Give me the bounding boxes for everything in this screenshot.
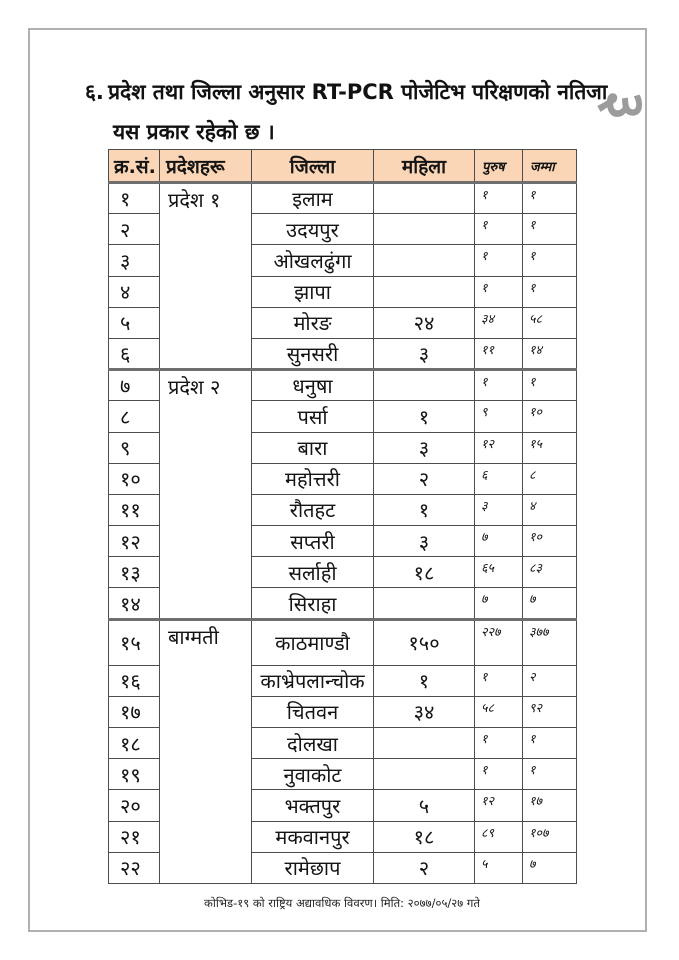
district-cell: मकवानपुर bbox=[252, 821, 374, 852]
district-cell: काठमाण्डौ bbox=[252, 619, 374, 665]
serial-number-cell: ७ bbox=[109, 370, 160, 401]
serial-number-cell: ३ bbox=[109, 245, 160, 276]
male-count-cell: ८९ bbox=[475, 821, 523, 852]
province-cell: प्रदेश १ bbox=[160, 183, 252, 370]
female-count-cell bbox=[374, 588, 475, 619]
total-count-cell: ७ bbox=[523, 588, 577, 619]
serial-number-cell: ४ bbox=[109, 276, 160, 307]
footer-note: कोभिड-१९ को राष्ट्रिय अद्यावधिक विवरण। मिति: २०७७/०५/२७ गते bbox=[204, 896, 480, 910]
heading-text: प्रदेश तथा जिल्ला अनुसार RT-PCR पोजेटिभ परिक्षणको नतिजा यस प्रकार रहेको छ । bbox=[108, 80, 608, 144]
total-count-cell: ७ bbox=[523, 852, 577, 883]
serial-number-cell: २१ bbox=[109, 821, 160, 852]
total-count-cell: ८ bbox=[523, 463, 577, 494]
serial-number-cell: १९ bbox=[109, 759, 160, 790]
district-cell: रामेछाप bbox=[252, 852, 374, 883]
female-count-cell bbox=[374, 276, 475, 307]
total-count-cell: ९२ bbox=[523, 696, 577, 727]
district-cell: रौतहट bbox=[252, 494, 374, 525]
total-count-cell: १० bbox=[523, 401, 577, 432]
total-count-cell: १ bbox=[523, 728, 577, 759]
serial-number-cell: २२ bbox=[109, 852, 160, 883]
total-count-cell: १४ bbox=[523, 338, 577, 369]
serial-number-cell: २ bbox=[109, 214, 160, 245]
total-count-cell: १ bbox=[523, 759, 577, 790]
male-count-cell: ६ bbox=[475, 463, 523, 494]
female-count-cell bbox=[374, 245, 475, 276]
province-cell: बाग्मती bbox=[160, 619, 252, 883]
total-count-cell: १० bbox=[523, 526, 577, 557]
district-cell: मोरङ bbox=[252, 307, 374, 338]
female-count-cell: २ bbox=[374, 463, 475, 494]
male-count-cell: ७ bbox=[475, 526, 523, 557]
column-header-province: प्रदेशहरू bbox=[160, 150, 252, 183]
district-cell: धनुषा bbox=[252, 370, 374, 401]
female-count-cell bbox=[374, 183, 475, 214]
female-count-cell: १५० bbox=[374, 619, 475, 665]
district-cell: दोलखा bbox=[252, 728, 374, 759]
serial-number-cell: १३ bbox=[109, 557, 160, 588]
column-header-female: महिला bbox=[374, 150, 475, 183]
male-count-cell: १ bbox=[475, 214, 523, 245]
male-count-cell: १२ bbox=[475, 790, 523, 821]
total-count-cell: १ bbox=[523, 370, 577, 401]
page-number: ३ bbox=[591, 90, 659, 121]
female-count-cell: १८ bbox=[374, 557, 475, 588]
female-count-cell: १८ bbox=[374, 821, 475, 852]
serial-number-cell: १६ bbox=[109, 665, 160, 696]
total-count-cell: १ bbox=[523, 183, 577, 214]
total-count-cell: १०७ bbox=[523, 821, 577, 852]
serial-number-cell: १२ bbox=[109, 526, 160, 557]
table-row bbox=[109, 619, 577, 665]
district-cell: सिराहा bbox=[252, 588, 374, 619]
district-cell: ओखलढुंगा bbox=[252, 245, 374, 276]
district-cell: महोत्तरी bbox=[252, 463, 374, 494]
column-header-sn: क्र.सं. bbox=[109, 150, 160, 183]
male-count-cell: १ bbox=[475, 183, 523, 214]
serial-number-cell: १ bbox=[109, 183, 160, 214]
female-count-cell: ३ bbox=[374, 338, 475, 369]
rtpcr-results-table bbox=[108, 149, 577, 884]
district-cell: झापा bbox=[252, 276, 374, 307]
female-count-cell bbox=[374, 214, 475, 245]
district-cell: पर्सा bbox=[252, 401, 374, 432]
district-cell: उदयपुर bbox=[252, 214, 374, 245]
male-count-cell: ६५ bbox=[475, 557, 523, 588]
male-count-cell: १ bbox=[475, 665, 523, 696]
serial-number-cell: १८ bbox=[109, 728, 160, 759]
district-cell: इलाम bbox=[252, 183, 374, 214]
male-count-cell: ५८ bbox=[475, 696, 523, 727]
total-count-cell: ३७७ bbox=[523, 619, 577, 665]
column-header-district: जिल्ला bbox=[252, 150, 374, 183]
document-page bbox=[28, 28, 659, 932]
female-count-cell: २ bbox=[374, 852, 475, 883]
male-count-cell: ३४ bbox=[475, 307, 523, 338]
male-count-cell: ९ bbox=[475, 401, 523, 432]
serial-number-cell: ५ bbox=[109, 307, 160, 338]
male-count-cell: १ bbox=[475, 759, 523, 790]
district-cell: काभ्रेपलान्चोक bbox=[252, 665, 374, 696]
column-header-male: पुरुष bbox=[475, 150, 523, 183]
male-count-cell: १ bbox=[475, 276, 523, 307]
serial-number-cell: ९ bbox=[109, 432, 160, 463]
district-cell: सर्लाही bbox=[252, 557, 374, 588]
male-count-cell: १ bbox=[475, 245, 523, 276]
total-count-cell: १ bbox=[523, 276, 577, 307]
female-count-cell: १ bbox=[374, 665, 475, 696]
female-count-cell bbox=[374, 728, 475, 759]
serial-number-cell: २० bbox=[109, 790, 160, 821]
total-count-cell: ८३ bbox=[523, 557, 577, 588]
heading-number: ६. bbox=[85, 80, 104, 104]
column-header-total: जम्मा bbox=[523, 150, 577, 183]
district-cell: बारा bbox=[252, 432, 374, 463]
female-count-cell: ५ bbox=[374, 790, 475, 821]
male-count-cell: ११ bbox=[475, 338, 523, 369]
total-count-cell: ४ bbox=[523, 494, 577, 525]
male-count-cell: ७ bbox=[475, 588, 523, 619]
table-header-row bbox=[109, 150, 577, 183]
female-count-cell bbox=[374, 759, 475, 790]
serial-number-cell: १५ bbox=[109, 619, 160, 665]
female-count-cell: १ bbox=[374, 494, 475, 525]
table-row bbox=[109, 183, 577, 214]
serial-number-cell: ६ bbox=[109, 338, 160, 369]
serial-number-cell: ११ bbox=[109, 494, 160, 525]
female-count-cell: २४ bbox=[374, 307, 475, 338]
female-count-cell: ३ bbox=[374, 526, 475, 557]
female-count-cell: ३४ bbox=[374, 696, 475, 727]
male-count-cell: १२ bbox=[475, 432, 523, 463]
male-count-cell: २२७ bbox=[475, 619, 523, 665]
district-cell: सप्तरी bbox=[252, 526, 374, 557]
district-cell: सुनसरी bbox=[252, 338, 374, 369]
male-count-cell: ३ bbox=[475, 494, 523, 525]
male-count-cell: १ bbox=[475, 370, 523, 401]
table-row bbox=[109, 370, 577, 401]
district-cell: चितवन bbox=[252, 696, 374, 727]
total-count-cell: २ bbox=[523, 665, 577, 696]
total-count-cell: १ bbox=[523, 245, 577, 276]
table-body bbox=[109, 183, 577, 884]
serial-number-cell: १४ bbox=[109, 588, 160, 619]
total-count-cell: १ bbox=[523, 214, 577, 245]
district-cell: नुवाकोट bbox=[252, 759, 374, 790]
female-count-cell: ३ bbox=[374, 432, 475, 463]
serial-number-cell: १० bbox=[109, 463, 160, 494]
serial-number-cell: ८ bbox=[109, 401, 160, 432]
female-count-cell bbox=[374, 370, 475, 401]
male-count-cell: १ bbox=[475, 728, 523, 759]
total-count-cell: १५ bbox=[523, 432, 577, 463]
section-heading bbox=[85, 72, 613, 152]
province-cell: प्रदेश २ bbox=[160, 370, 252, 620]
district-cell: भक्तपुर bbox=[252, 790, 374, 821]
total-count-cell: ५८ bbox=[523, 307, 577, 338]
female-count-cell: १ bbox=[374, 401, 475, 432]
total-count-cell: १७ bbox=[523, 790, 577, 821]
serial-number-cell: १७ bbox=[109, 696, 160, 727]
male-count-cell: ५ bbox=[475, 852, 523, 883]
